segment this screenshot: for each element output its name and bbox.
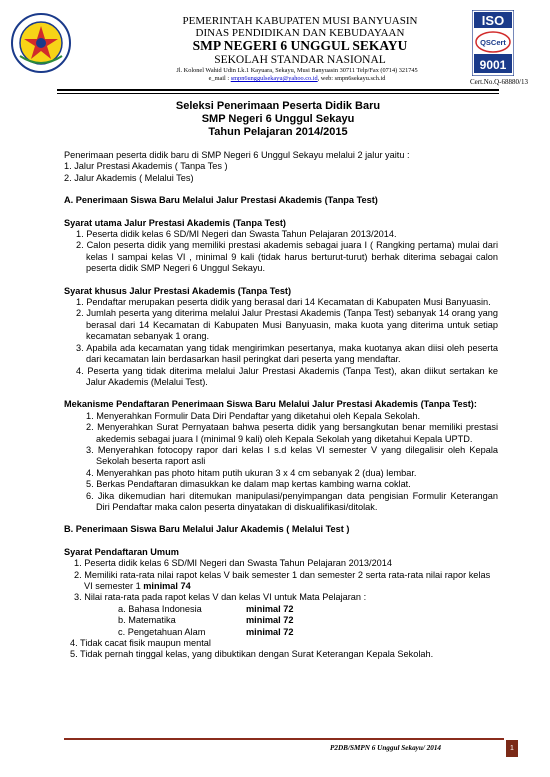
subject-min: minimal 72 [246, 615, 294, 626]
umum-item-2 [64, 570, 498, 593]
address-text: Jl. Kolonel Wahid Udin Lk.1 Kayuara, Sekayu, Musi Banyuasin 30711 Telp/Fax (0714) 321745 [176, 67, 418, 74]
mekanisme-item-6: 6. Jika dikemudian hari ditemukan manipulasi/penyimpangan data pengisian Formulir Keterangan Diri Pendaftar maka calon peserta dinyatakan di diskualifikasi/ditolak. [86, 490, 498, 512]
header-line2: DINAS PENDIDIKAN DAN KEBUDAYAAN [195, 27, 405, 39]
header-school-name: SMP NEGERI 6 UNGGUL SEKAYU [192, 38, 408, 53]
subject-row-1 [64, 604, 498, 615]
khusus-item-1: 1. Pendaftar merupakan peserta didik yang berasal dari 14 Kecamatan di Kabupaten Musi Banyuasin. [76, 297, 491, 308]
cert-number: Cert.No.Q-68880/13 [470, 78, 528, 86]
section-b-heading: B. Penerimaan Siswa Baru Melalui Jalur Akademis ( Melalui Test ) [64, 524, 350, 535]
header-line1: PEMERINTAH KABUPATEN MUSI BANYUASIN [182, 15, 418, 27]
doc-title-line1: Seleksi Penerimaan Peserta Didik Baru [175, 100, 381, 112]
iso-top-text: ISO [481, 13, 505, 28]
subject-name: b. Matematika [118, 615, 176, 626]
khusus-item-4: 4. Peserta yang tidak diterima melalui Jalur Prestasi Akademis (Tanpa Test), akan diikut sertakan ke Jalur Akademis (Melalui Test). [76, 365, 498, 387]
page-number: 1 [506, 740, 518, 757]
khusus-heading: Syarat khusus Jalur Prestasi Akademis (Tanpa Test) [64, 285, 292, 296]
subject-name: c. Pengetahuan Alam [118, 626, 206, 637]
doc-title-line3: Tahun Pelajaran 2014/2015 [208, 126, 348, 138]
doc-title-line2: SMP Negeri 6 Unggul Sekayu [201, 113, 355, 125]
umum-item-2-min: minimal 74 [143, 581, 191, 591]
khusus-item-3: 3. Apabila ada kecamatan yang tidak mengirimkan pesertanya, maka kuotanya akan diisi oleh peserta dari kecamatan lain berdasarkan hasil peringkat dari peserta yang mendaftar. [76, 342, 498, 365]
iso-mid-text: QSCert [480, 38, 506, 47]
mekanisme-item-3: 3. Menyerahkan fotocopy rapor dari kelas I s.d kelas VI semester V yang dilegalisir oleh Kepala Sekolah beserta raport asli [86, 444, 498, 467]
umum-item-5: 5. Tidak pernah tinggal kelas, yang dibuktikan dengan Surat Keterangan Kepala Sekolah. [70, 649, 434, 660]
intro-item-1: 1. Jalur Prestasi Akademis ( Tanpa Tes ) [64, 161, 228, 172]
utama-item-1: 1. Peserta didik kelas 6 SD/MI Negeri dan Swasta Tahun Pelajaran 2013/2014. [76, 229, 397, 240]
footer-rule [64, 738, 504, 740]
document-body [64, 150, 498, 661]
subject-row-2 [64, 615, 498, 626]
header-rule-thick [57, 89, 499, 91]
intro-text: Penerimaan peserta didik baru di SMP Negeri 6 Unggul Sekayu melalui 2 jalur yaitu : [64, 150, 410, 160]
umum-item-2-text: 2. Memiliki rata-rata nilai rapot kelas V baik semester 1 dan semester 2 serta rata-rata nilai rapor kelas VI semester 1 [74, 569, 491, 591]
email-link[interactable]: smpn6unggulsekayu@yahoo.co.id [230, 75, 318, 82]
utama-item-2: 2. Calon peserta didik yang memiliki prestasi akademis sebagai juara I ( Rangking pertama) mulai dari kelas I sampai kelas VI , minimal 9 kali (tidak harus berturut-turut) berhak diterima sebagai calon peserta didik SMP Negeri 6 Unggul Sekayu. [76, 240, 498, 274]
subject-name: a. Bahasa Indonesia [118, 603, 202, 614]
umum-item-4: 4. Tidak cacat fisik maupun mental [70, 638, 211, 649]
section-a-heading: A. Penerimaan Siswa Baru Melalui Jalur Prestasi Akademis (Tanpa Test) [64, 195, 378, 206]
mekanisme-item-2: 2. Menyerahkan Surat Pernyataan bahwa peserta didik yang bersangkutan benar memiliki prestasi akedemis sebagai juara I (minimal 9 kali) oleh Kepala Sekolah yang diketahui Kepala UPTD. [86, 422, 498, 444]
intro-item-2: 2. Jalur Akademis ( Melalui Tes) [64, 172, 194, 183]
mekanisme-item-1: 1. Menyerahkan Formulir Data Diri Pendaftar yang diketahui oleh Kepala Sekolah. [86, 410, 420, 421]
email-label: e_mail : [208, 75, 230, 82]
header-standard: SEKOLAH STANDAR NASIONAL [214, 54, 386, 66]
subject-min: minimal 72 [246, 626, 294, 637]
umum-item-3: 3. Nilai rata-rata pada rapot kelas V dan kelas VI untuk Mata Pelajaran : [74, 592, 367, 603]
umum-heading: Syarat Pendaftaran Umum [64, 546, 179, 557]
web-text: , web: smpn6sekayu.sch.id [317, 75, 386, 82]
school-logo [10, 12, 72, 74]
utama-heading: Syarat utama Jalur Prestasi Akademis (Tanpa Test) [64, 217, 286, 228]
footer-text: P2DB/SMPN 6 Unggul Sekayu/ 2014 [330, 744, 442, 752]
subject-min: minimal 72 [246, 603, 294, 614]
iso-num-text: 9001 [479, 58, 507, 72]
header-rule-thin [57, 93, 499, 94]
header-address [147, 67, 447, 83]
subject-row-3 [64, 627, 498, 638]
umum-item-1: 1. Peserta didik kelas 6 SD/MI Negeri dan Swasta Tahun Pelajaran 2013/2014 [74, 558, 393, 569]
mekanisme-heading: Mekanisme Pendaftaran Penerimaan Siswa Baru Melalui Jalur Prestasi Akademis (Tanpa Test): [64, 399, 477, 410]
khusus-item-2: 2. Jumlah peserta yang diterima melalui Jalur Prestasi Akademis (Tanpa Test) sebanyak 14 orang yang berasal dari 14 Kecamatan di Kabupaten Musi Banyuasin, maka kuota yang diterima untuk setiap kecamatan sebanyak 1 orang. [76, 308, 498, 342]
contact-line [147, 75, 447, 83]
mekanisme-item-5: 5. Berkas Pendaftaran dimasukkan ke dalam map kertas kambing warna coklat. [86, 479, 411, 490]
mekanisme-item-4: 4. Menyerahkan pas photo hitam putih ukuran 3 x 4 cm sebanyak 2 (dua) lembar. [86, 467, 417, 478]
